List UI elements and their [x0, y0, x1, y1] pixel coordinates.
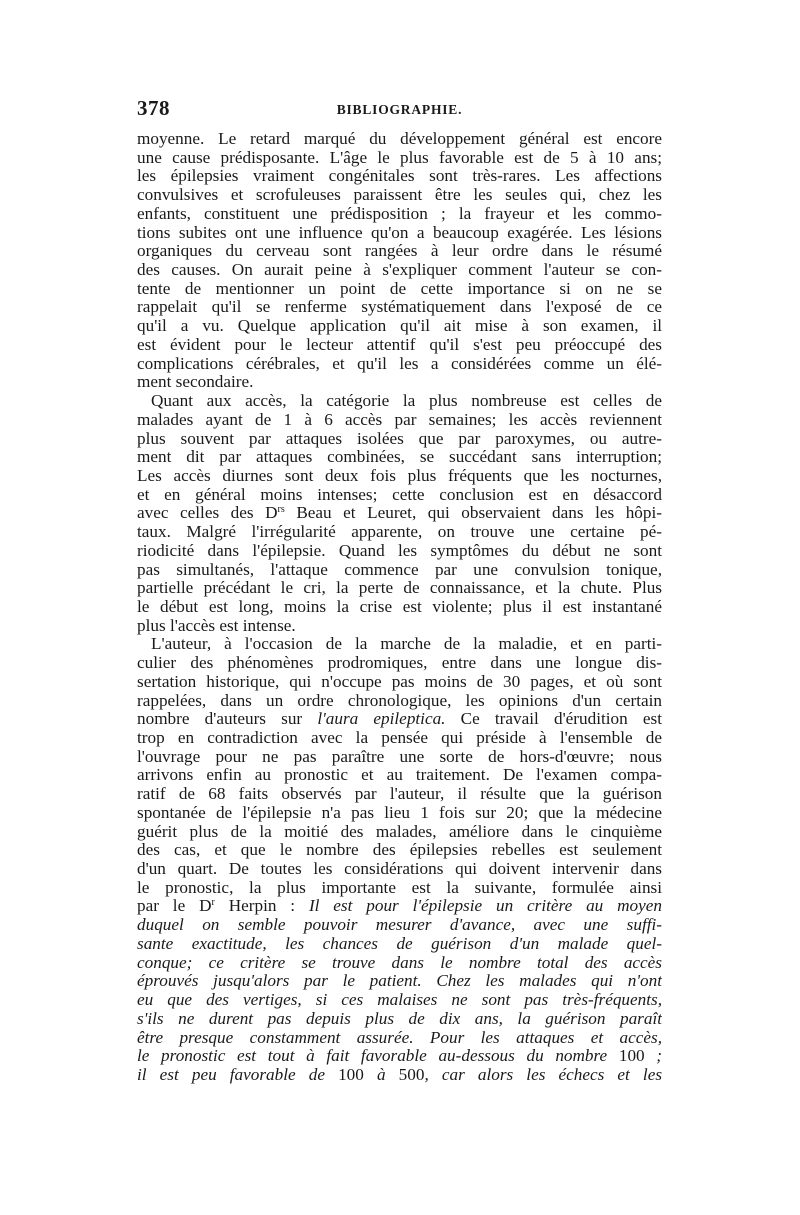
text-line: le pronostic, la plus importante est la suivante, formulée ainsi — [137, 878, 662, 897]
text-line: Quant aux accès, la catégorie la plus nombreuse est celles de — [151, 392, 662, 411]
text-line: des cas, et que le nombre des épilepsies rebelles est seulement — [137, 841, 662, 860]
text-line — [137, 1066, 662, 1085]
text-line: rappelées, dans un ordre chronologique, les opinions d'un certain — [137, 691, 662, 710]
text-line: Les accès diurnes sont deux fois plus fréquents que les nocturnes, — [137, 466, 662, 485]
text-line: arrivons enfin au pronostic et au traitement. De l'examen compa- — [137, 766, 662, 785]
superscript: rs — [277, 504, 285, 516]
text-segment: par le D — [137, 897, 212, 916]
text-line: pas simultanés, l'attaque commence par une convulsion tonique, — [137, 560, 662, 579]
text-line: conque; ce critère se trouve dans le nombre total des accès — [137, 953, 662, 972]
text-line: sertation historique, qui n'occupe pas moins de 30 pages, et où sont — [137, 672, 662, 691]
text-line: malades ayant de 1 à 6 accès par semaines; les accès reviennent — [137, 410, 662, 429]
text-line: ment secondaire. — [137, 373, 254, 392]
number: 100 — [618, 1047, 645, 1066]
text-line: ratif de 68 faits observés par l'auteur, il résulte que la guérison — [137, 785, 662, 804]
page-header — [137, 96, 662, 130]
text-segment: ; — [644, 1047, 662, 1066]
book-page — [137, 96, 662, 1085]
number: 500 — [398, 1065, 425, 1084]
text-line — [137, 1047, 662, 1066]
superscript: r — [211, 897, 215, 909]
text-line: une cause prédisposante. L'âge le plus favorable est de 5 à 10 ans; — [137, 148, 662, 167]
text-line: tente de mentionner un point de cette importance si on ne se — [137, 279, 662, 298]
text-line: duquel on semble pouvoir mesurer d'avance, avec une suffi- — [137, 916, 662, 935]
text-line: s'ils ne durent pas depuis plus de dix ans, la guérison paraît — [137, 1009, 662, 1028]
text-line: guérit plus de la moitié des malades, améliore dans le cinquième — [137, 822, 662, 841]
text-line: tions subites ont une influence qu'on a beaucoup exagérée. Les lésions — [137, 223, 662, 242]
text-line: les épilepsies vraiment congénitales sont très-rares. Les affections — [137, 167, 662, 186]
text-line: taux. Malgré l'irrégularité apparente, on trouve une certaine pé- — [137, 523, 662, 542]
text-line: complications cérébrales, et qu'il les a considérées comme un élé- — [137, 354, 662, 373]
text-line: être presque constamment assurée. Pour les attaques et accès, — [137, 1028, 662, 1047]
italic-quote: Il est pour l'épilepsie un critère au moyen — [308, 897, 662, 916]
text-segment: à — [363, 1065, 399, 1084]
text-line — [137, 710, 662, 729]
italic-term: l'aura epileptica. — [317, 710, 446, 729]
text-segment: , car alors les échecs et les — [424, 1065, 662, 1084]
text-segment: Herpin : — [214, 897, 309, 916]
text-line: plus l'accès est intense. — [137, 616, 296, 635]
text-line: eu que des vertiges, si ces malaises ne sont pas très-fréquents, — [137, 991, 662, 1010]
text-line: des causes. On aurait peine à s'expliquer comment l'auteur se con- — [137, 261, 662, 280]
number: 100 — [338, 1065, 364, 1084]
text-segment: il est peu favorable de — [137, 1065, 339, 1084]
text-line: éprouvés jusqu'alors par le patient. Chez les malades qui n'ont — [137, 972, 662, 991]
text-line: spontanée de l'épilepsie n'a pas lieu 1 fois sur 20; que la médecine — [137, 803, 662, 822]
text-line: convulsives et scrofuleuses paraissent être les seules qui, chez les — [137, 186, 662, 205]
text-line: sante exactitude, les chances de guérison d'un malade quel- — [137, 934, 662, 953]
text-line: l'ouvrage pour ne pas paraître une sorte de hors-d'œuvre; nous — [137, 747, 662, 766]
text-line: d'un quart. De toutes les considérations qui doivent intervenir dans — [137, 860, 662, 879]
text-segment: Ce travail d'érudition est — [445, 710, 662, 729]
text-segment: Beau et Leuret, qui observaient dans les hôpi- — [284, 504, 662, 523]
text-line: le début est long, moins la crise est violente; plus il est instantané — [137, 597, 662, 616]
text-segment: le pronostic est tout à fait favorable au-dessous du nombre — [137, 1047, 619, 1066]
text-line: rappelait qu'il se renferme systématiquement dans l'exposé de ce — [137, 298, 662, 317]
text-line: trop en contradiction avec la pensée qui préside à l'ensemble de — [137, 729, 662, 747]
text-line: plus souvent par attaques isolées que par paroxymes, ou autre- — [137, 429, 662, 448]
page-number: 378 — [137, 96, 170, 120]
running-head: BIBLIOGRAPHIE. — [336, 102, 463, 117]
text-line: ment dit par attaques combinées, se succédant sans interruption; — [137, 448, 662, 467]
text-line: enfants, constituent une prédisposition ; la frayeur et les commo- — [137, 204, 662, 223]
text-segment: nombre d'auteurs sur — [137, 710, 318, 729]
text-line: moyenne. Le retard marqué du développement général est encore — [137, 130, 662, 148]
text-line: riodicité dans l'épilepsie. Quand les symptômes du début ne sont — [137, 541, 662, 560]
text-line: qu'il a vu. Quelque application qu'il ait mise à son examen, il — [137, 317, 662, 336]
body-text — [137, 130, 662, 1085]
text-line: et en général moins intenses; cette conclusion est en désaccord — [137, 485, 662, 504]
text-line: partielle précédant le cri, la perte de connaissance, et la chute. Plus — [137, 579, 662, 598]
text-line: L'auteur, à l'occasion de la marche de la maladie, et en parti- — [151, 635, 662, 654]
text-line: organiques du cerveau sont rangées à leur ordre dans le résumé — [137, 242, 662, 261]
text-line — [137, 504, 662, 523]
text-segment: avec celles des D — [137, 504, 278, 523]
text-line: culier des phénomènes prodromiques, entre dans une longue dis- — [137, 654, 662, 673]
text-line: est évident pour le lecteur attentif qu'il s'est peu préoccupé des — [137, 335, 662, 354]
text-line — [137, 897, 662, 916]
